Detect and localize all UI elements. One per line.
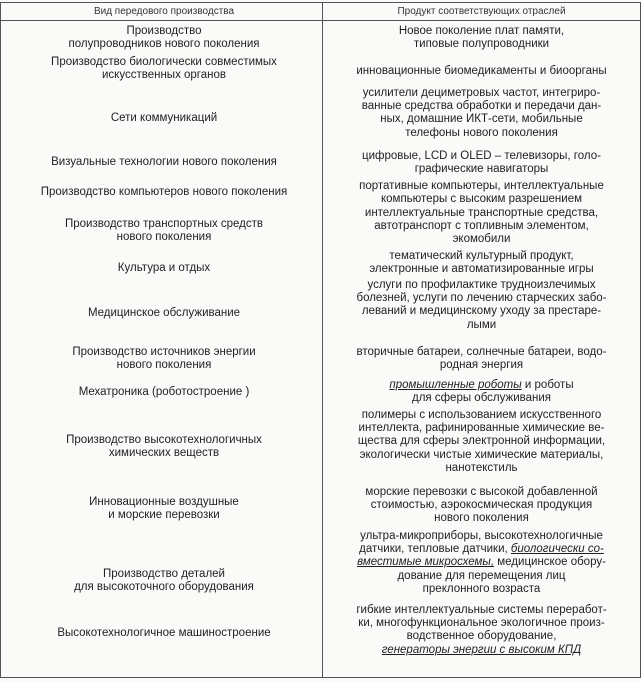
table-row-0-left (6, 25, 322, 51)
cell-line: ных, домашние ИКТ-сети, мобильные (380, 113, 583, 126)
cell-line: Визуальные технологии нового поколения (51, 156, 277, 168)
cell-line: тематический культурный продукт, (389, 250, 574, 262)
cell-line: Мехатроника (роботостроение ) (78, 386, 250, 398)
cell-line: компьютеры с высоким разрешением (380, 193, 583, 206)
cell-line: услуги по профилактике трудноизлечимых (367, 279, 596, 291)
cell-line: автотранспорт с топливным элементом, (374, 220, 589, 233)
table-row-13-left (6, 627, 322, 640)
table-row-5-left (6, 218, 322, 244)
table-row-12-right (326, 530, 637, 596)
table-row-6-left (6, 262, 322, 275)
cell-line: химических веществ (108, 447, 220, 459)
table-row-0-right (326, 25, 637, 51)
cell-line: нового поколения (116, 359, 212, 371)
table-top-border (0, 2, 641, 3)
cell-text: датчики, тепловые датчики, (359, 543, 511, 556)
column-header-products: Продукт соответствующих отраслей (397, 6, 566, 17)
table-row-8-left (6, 346, 322, 372)
table-row-2-left (6, 112, 322, 125)
emphasized-term: генераторы энергии с высоким КПД (381, 643, 582, 656)
cell-line: интеллекта, рафинированные химические ве- (358, 422, 605, 435)
cell-line: искусственных органов (102, 69, 226, 81)
cell-line: нового поколения (434, 512, 529, 525)
cell-line (326, 543, 637, 556)
emphasized-term: вместимые микросхемы, (357, 556, 495, 569)
cell-line: экологически чистые химические материалы, (359, 448, 604, 461)
cell-line: Инновационные воздушные (89, 496, 239, 508)
table-row-10-left (6, 434, 322, 460)
cell-line: Производство (126, 25, 202, 37)
table-row-9-right (326, 379, 637, 405)
cell-line: усилители дециметровых частот, интегриро- (362, 87, 601, 99)
cell-line: Производство компьютеров нового поколения (40, 186, 288, 198)
cell-line: ки, многофункциональное экологичное произ- (358, 617, 605, 630)
cell-line: Производство транспортных средств (64, 218, 264, 230)
cell-text: медицинское обору- (494, 556, 606, 569)
cell-line: нового поколения (116, 231, 212, 243)
cell-line: Производство биологически совместимых (51, 56, 277, 68)
cell-line: инновационные биомедикаменты и биоорганы (356, 65, 607, 77)
cell-line: электронные и автоматизированные игры (369, 263, 594, 276)
cell-line: Производство источников энергии (72, 346, 256, 358)
cell-line: Новое поколение плат памяти, (398, 25, 565, 37)
table-row-7-left (6, 307, 322, 320)
cell-line: телефоны нового поколения (405, 126, 558, 139)
cell-line: родная энергия (439, 359, 524, 372)
cell-line: Медицинское обслуживание (87, 307, 241, 319)
table-row-7-right (326, 279, 637, 332)
cell-line: нанотекстиль (445, 461, 518, 474)
cell-line: графические навигаторы (414, 163, 549, 176)
table-row-1-right (326, 65, 637, 78)
table-row-10-right (326, 409, 637, 475)
table-left-border (0, 2, 1, 677)
table-row-13-right (326, 604, 637, 657)
cell-line: для высокоточного оборудования (74, 581, 254, 593)
cell-line: для сферы обслуживания (412, 392, 551, 405)
table-row-2-right (326, 87, 637, 140)
table-row-9-left (6, 386, 322, 399)
table-row-4-right (326, 180, 637, 206)
cell-line: щества для сферы электронной информации, (357, 435, 606, 448)
cell-line: Производство деталей (103, 568, 225, 580)
cell-text: и роботы (521, 379, 574, 391)
cell-line: портативные компьютеры, интеллектуальные (359, 180, 604, 192)
cell-line: Культура и отдых (117, 262, 211, 274)
table-row-12-left (6, 568, 322, 594)
cell-line: интеллектуальные транспортные средства, (364, 207, 599, 219)
emphasized-term: промышленные роботы (389, 379, 522, 391)
cell-line (326, 556, 637, 569)
cell-line: ванные средства обработки и передачи дан- (361, 100, 602, 113)
table-bottom-border (0, 677, 641, 678)
column-divider (322, 2, 323, 677)
cell-line: полимеры с использованием искусственного (361, 409, 602, 421)
cell-line: Производство высокотехнологичных (66, 434, 262, 446)
cell-line: Сети коммуникаций (110, 112, 218, 124)
cell-line: ультра-микроприборы, высокотехнологичные (360, 530, 603, 542)
table-row-11-right (326, 486, 637, 526)
table-row-4-left (6, 186, 322, 199)
cell-line: и морские перевозки (108, 509, 220, 521)
header-separator (0, 20, 641, 21)
cell-line: экомобили (452, 233, 511, 246)
table-row-3-right (326, 150, 637, 176)
table-row-3-left (6, 156, 322, 169)
cell-line: типовые полупроводники (413, 38, 550, 51)
cell-line: Высокотехнологичное машиностроение (57, 627, 271, 639)
cell-line: болезней, услуги по лечению старческих забо- (356, 292, 607, 305)
emphasized-term: биологически со- (510, 543, 604, 556)
column-header-production-type: Вид передового производства (93, 6, 235, 17)
cell-line: преклонного возраста (422, 582, 541, 595)
cell-line: стоимостью, аэрокосмическая продукция (370, 499, 593, 512)
cell-line: леваний и медицинскому уходу за престаре- (361, 305, 602, 318)
cell-line (326, 379, 637, 392)
cell-line: лыми (466, 318, 497, 331)
cell-line: цифровые, LCD и OLED – телевизоры, голо- (362, 150, 601, 162)
table-row-6-right (326, 250, 637, 276)
cell-line: водственное оборудование, (406, 630, 557, 643)
cell-line: гибкие интеллектуальные системы переработ- (356, 604, 607, 616)
table-row-11-left (6, 496, 322, 522)
table-row-5-right (326, 207, 637, 247)
cell-line: полупроводников нового поколения (68, 38, 260, 50)
cell-line: морские перевозки с высокой добавленной (365, 486, 598, 498)
cell-line: дование для перемещения лиц (397, 569, 566, 582)
table-row-1-left (6, 56, 322, 82)
cell-line: вторичные батареи, солнечные батареи, водо- (356, 346, 607, 358)
table-row-8-right (326, 346, 637, 372)
